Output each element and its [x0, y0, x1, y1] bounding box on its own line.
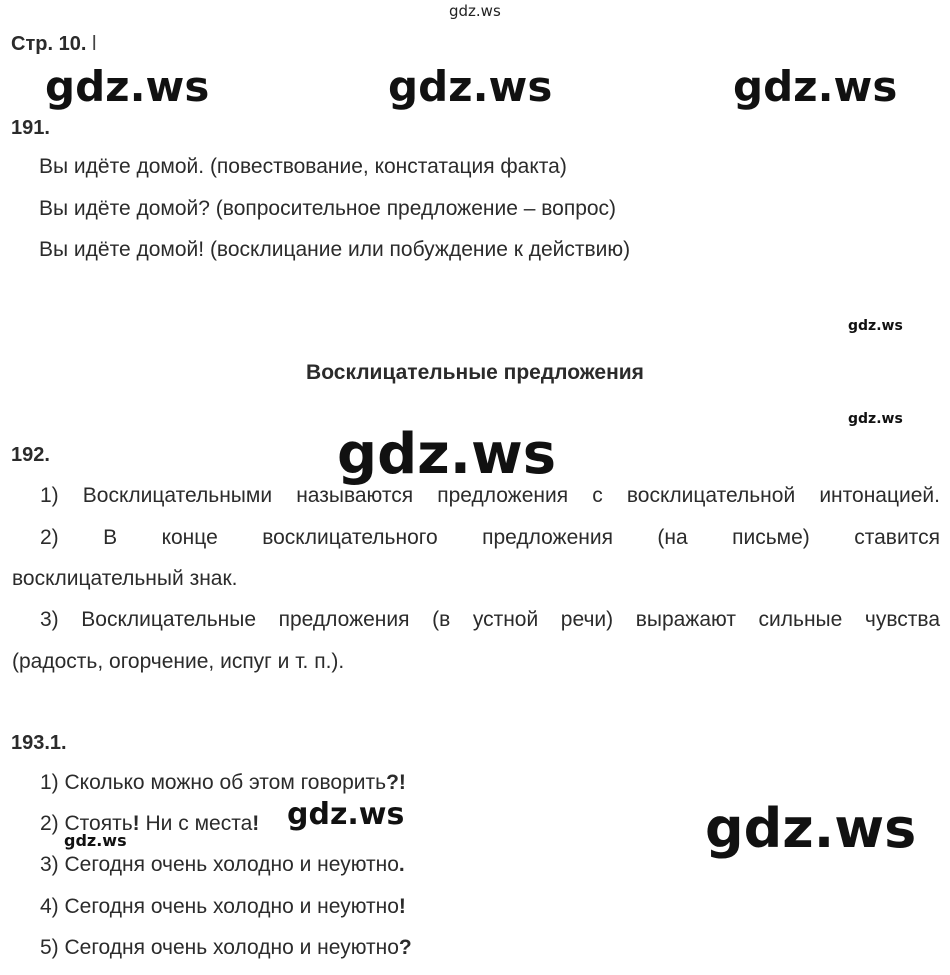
punctuation-mark: .	[398, 853, 405, 876]
task-192-number: 192.	[11, 444, 50, 466]
task-192-paragraph-2-line-2: восклицательный знак.	[12, 567, 238, 590]
p2-word: ставится	[854, 526, 940, 549]
punctuation-mark: !	[398, 895, 406, 918]
page-ref-text: Стр. 10.	[11, 33, 87, 55]
punctuation-mark: !	[132, 812, 140, 835]
task-192-paragraph-1: 1) Восклицательными называются предложения с восклицательной интонацией.	[40, 484, 940, 507]
p2-word: восклицательного	[262, 526, 438, 549]
p3-line-1-text: 3) Восклицательные предложения (в устной речи) выражают сильные чувства	[40, 608, 940, 631]
watermark-center: gdz.ws	[388, 62, 553, 111]
p2-word: В	[103, 526, 118, 549]
task-193-number: 193.1.	[11, 732, 67, 754]
watermark-small-1: gdz.ws	[848, 318, 903, 334]
task-191-line-2: Вы идёте домой? (вопросительное предложение – вопрос)	[39, 197, 617, 220]
p2-word: предложения	[482, 526, 613, 549]
task-193-item-2	[40, 812, 259, 836]
watermark-large-center: gdz.ws	[337, 422, 557, 487]
watermark-right: gdz.ws	[733, 62, 898, 111]
punctuation-mark: ?!	[386, 771, 406, 794]
task-193-item-3	[40, 853, 405, 877]
item-text: 3) Сегодня очень холодно и неуютно	[40, 853, 399, 876]
task-191-line-1: Вы идёте домой. (повествование, констатация факта)	[39, 155, 567, 178]
p2-word: 2)	[40, 526, 59, 549]
task-192-paragraph-2-line-1	[40, 526, 940, 550]
p2-word: (на	[657, 526, 688, 549]
text-cursor: l	[91, 33, 97, 55]
watermark-large-right: gdz.ws	[705, 797, 917, 860]
watermark-left: gdz.ws	[45, 62, 210, 111]
task-193-item-4	[40, 895, 406, 919]
item-text: 1) Сколько можно об этом говорить	[40, 771, 387, 794]
watermark-mid: gdz.ws	[287, 797, 405, 832]
item-text-2: Ни с места	[139, 812, 253, 835]
page-reference	[11, 33, 96, 56]
task-191-number: 191.	[11, 117, 50, 139]
punctuation-mark-2: !	[252, 812, 260, 835]
task-193-item-5	[40, 936, 412, 960]
section-title: Восклицательные предложения	[306, 361, 644, 384]
p2-word: конце	[161, 526, 218, 549]
p2-word: письме)	[732, 526, 810, 549]
task-192-paragraph-3-line-2: (радость, огорчение, испуг и т. п.).	[12, 650, 345, 673]
item-text: 2) Стоять	[40, 812, 133, 835]
watermark-top: gdz.ws	[449, 2, 501, 20]
task-193-item-1	[40, 771, 406, 795]
task-191-line-3: Вы идёте домой! (восклицание или побуждение к действию)	[39, 238, 631, 261]
punctuation-mark: ?	[398, 936, 412, 959]
watermark-small-2: gdz.ws	[848, 411, 903, 427]
watermark-small-3: gdz.ws	[64, 831, 127, 850]
item-text: 4) Сегодня очень холодно и неуютно	[40, 895, 399, 918]
task-192-paragraph-3-line-1	[40, 608, 940, 632]
item-text: 5) Сегодня очень холодно и неуютно	[40, 936, 399, 959]
